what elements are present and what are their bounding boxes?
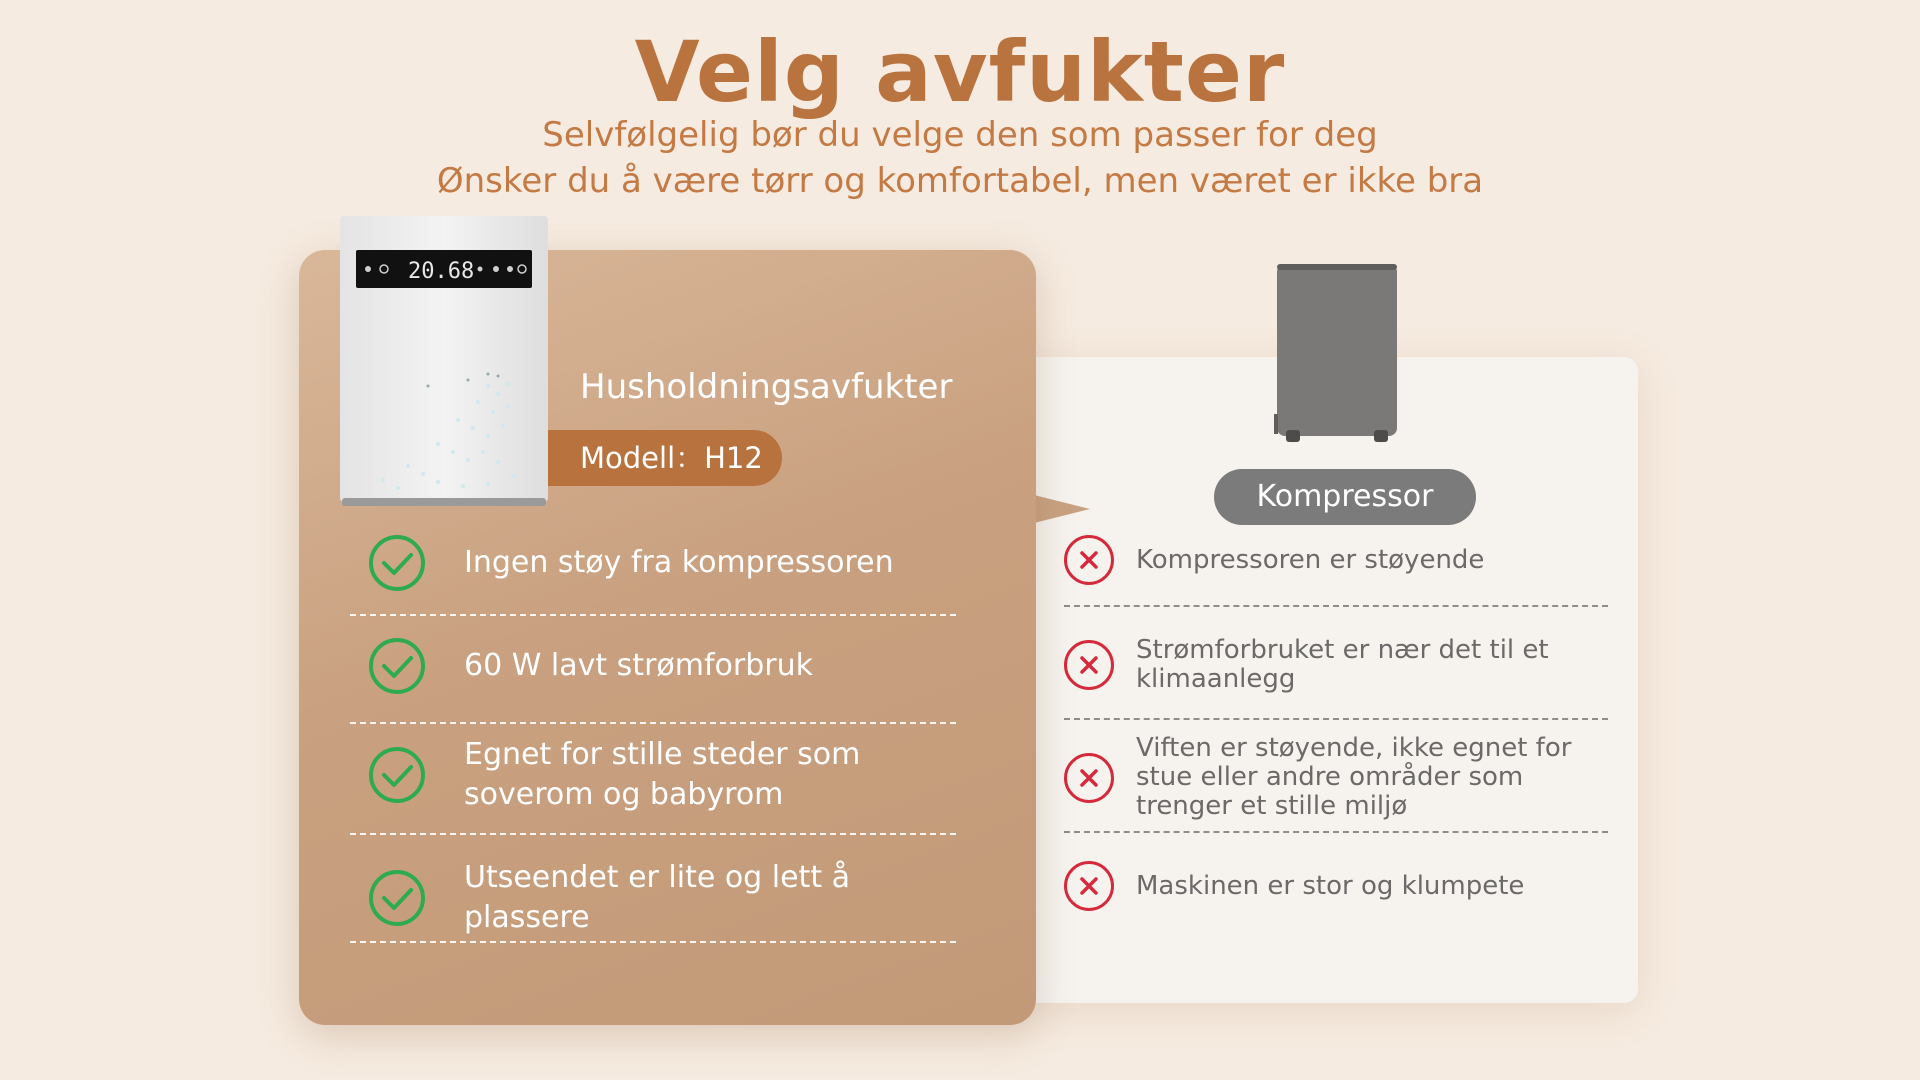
check-circle-icon [368,534,426,592]
con-text: Strømforbruket er nær det til et klimaanlegg [1136,635,1549,694]
card-pointer-arrow [1034,495,1090,523]
household-dehumidifier-image [338,216,550,508]
model-badge: Modell：H12 [548,430,782,486]
con-text: Viften er støyende, ikke egnet for stue eller andre områder som trenger et stille miljø [1136,733,1572,821]
divider [1064,718,1608,720]
con-item [1064,636,1608,694]
divider [1064,605,1608,607]
divider [350,722,956,724]
pro-text: 60 W lavt strømforbruk [464,648,813,683]
x-circle-icon [1064,861,1114,911]
check-circle-icon [368,746,426,804]
con-item [1064,535,1608,585]
divider [350,833,956,835]
pro-item [368,735,968,815]
display-readout: 20.68 [408,259,475,284]
pro-item [368,858,968,938]
page-title: Velg avfukter [634,23,1286,121]
check-circle-icon [368,869,426,927]
check-circle-icon [368,637,426,695]
divider [1064,831,1608,833]
pro-text: Egnet for stille steder som soverom og babyrom [464,737,861,812]
divider [350,941,956,943]
con-text: Maskinen er stor og klumpete [1136,870,1525,901]
compressor-dehumidifier-image [1272,264,1402,444]
pro-item [368,534,968,592]
divider [350,614,956,616]
x-circle-icon [1064,640,1114,690]
x-circle-icon [1064,535,1114,585]
compressor-label: Kompressor [1214,469,1476,525]
pro-text: Ingen støy fra kompressoren [464,545,894,580]
product-name: Husholdningsavfukter [580,367,953,407]
pro-text: Utseendet er lite og lett å plassere [464,860,851,935]
page-subtitle-line1: Selvfølgelig bør du velge den som passer for deg [542,115,1378,155]
con-text: Kompressoren er støyende [1136,544,1485,575]
con-item [1064,861,1608,911]
page-subtitle-line2: Ønsker du å være tørr og komfortabel, men været er ikke bra [436,161,1484,201]
con-item [1064,734,1608,821]
x-circle-icon [1064,753,1114,803]
pro-item [368,637,968,695]
